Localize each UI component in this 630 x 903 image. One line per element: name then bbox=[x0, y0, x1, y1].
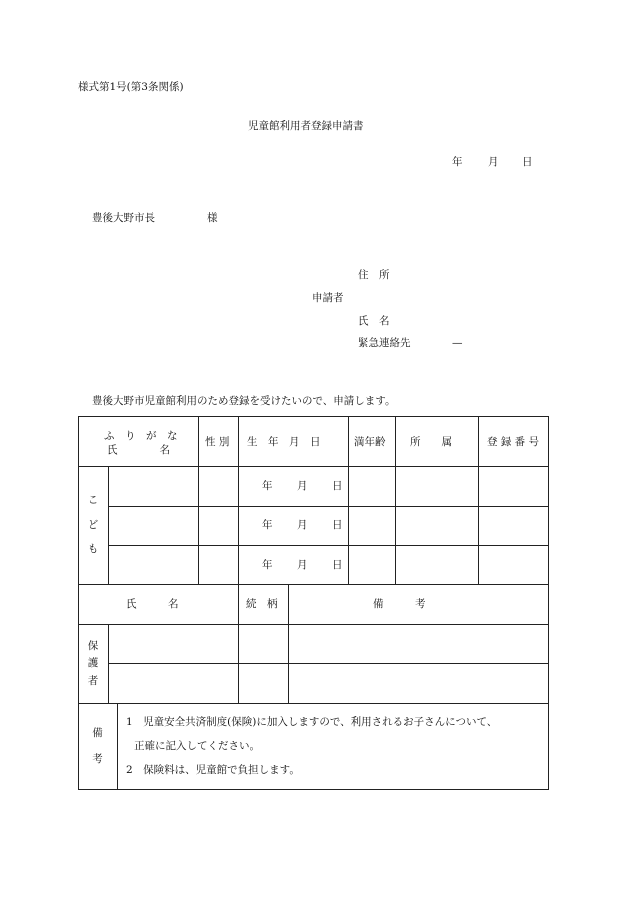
addressee-name: 豊後大野市長 bbox=[92, 212, 155, 224]
header-remarks: 備 考 bbox=[373, 598, 426, 610]
note-item-1-cont: 正確に記入してください。 bbox=[134, 740, 260, 752]
header-relation: 続 柄 bbox=[246, 598, 278, 610]
header-gender: 性 別 bbox=[205, 436, 230, 448]
header-child-name: 氏 名 bbox=[107, 444, 170, 456]
note-item-2: 2 保険料は、児童館で負担します。 bbox=[126, 764, 300, 776]
header-age: 満年齢 bbox=[354, 436, 386, 448]
date-day-label: 日 bbox=[522, 156, 533, 168]
request-text: 豊後大野市児童館利用のため登録を受けたいので、申請します。 bbox=[92, 395, 396, 407]
addressee-honorific: 様 bbox=[207, 212, 218, 224]
header-furigana: ふ り が な bbox=[104, 430, 178, 442]
applicant-heading: 申請者 bbox=[312, 292, 344, 304]
date-month-label: 月 bbox=[488, 156, 499, 168]
header-reg-number: 登 録 番 号 bbox=[487, 436, 540, 448]
header-affiliation: 所 属 bbox=[410, 436, 452, 448]
notes-side-label: 備 考 bbox=[92, 726, 103, 765]
applicant-emergency-label: 緊急連絡先 bbox=[358, 337, 411, 349]
date-year-label: 年 bbox=[452, 156, 463, 168]
header-birthdate: 生 年 月 日 bbox=[247, 436, 321, 448]
children-side-label: こ ど も bbox=[87, 494, 99, 556]
note-item-1: 1 児童安全共済制度(保険)に加入しますので、利用されるお子さんについて、 bbox=[126, 716, 498, 728]
page-title: 児童館利用者登録申請書 bbox=[248, 120, 364, 132]
applicant-name-label: 氏 名 bbox=[358, 315, 390, 327]
header-guardian-name: 氏 名 bbox=[126, 598, 179, 610]
form-number: 様式第1号(第3条関係) bbox=[78, 81, 184, 93]
applicant-address-label: 住 所 bbox=[358, 269, 390, 281]
applicant-emergency-dash: — bbox=[452, 337, 463, 349]
guardian-side-label: 保 護 者 bbox=[87, 639, 99, 687]
